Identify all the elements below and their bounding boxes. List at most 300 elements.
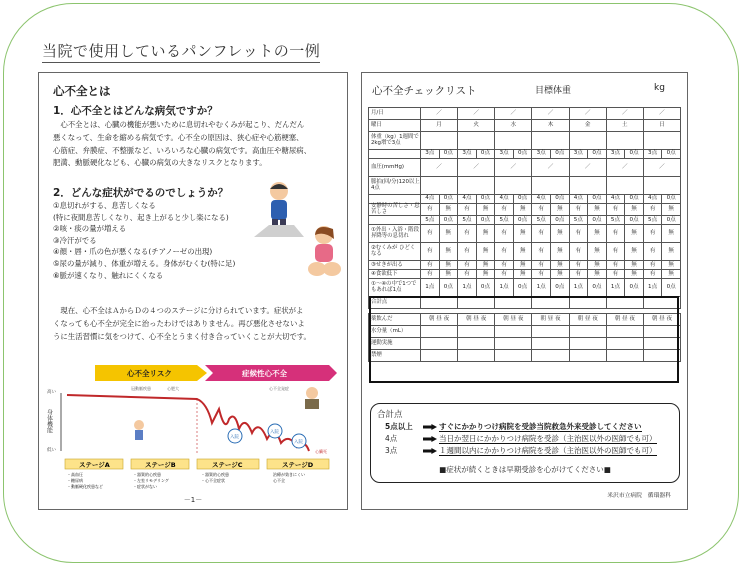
table-cell: 月 <box>421 120 458 132</box>
table-cell: 無 <box>550 261 569 270</box>
table-cell: 有 <box>606 243 625 261</box>
table-cell <box>643 132 680 150</box>
table-cell <box>643 326 680 338</box>
table-row <box>369 261 681 270</box>
table-row <box>369 270 681 279</box>
arrow-icon <box>423 436 437 442</box>
table-cell <box>458 338 495 350</box>
table-cell <box>643 177 680 195</box>
para-line: くなっても心不全が完全に治ったわけではありません。再び悪化させないよ <box>53 318 305 328</box>
table-cell: 無 <box>476 243 495 261</box>
table-cell <box>532 350 569 362</box>
y-high: 高い <box>47 390 56 395</box>
death-label: 心臓死 <box>315 449 327 454</box>
table-cell: 朝 昼 夜 <box>569 314 606 326</box>
table-cell: 3点 <box>606 150 625 159</box>
table-cell: 有 <box>532 225 551 243</box>
table-cell: 5点 <box>569 216 588 225</box>
table-cell <box>643 297 680 309</box>
caption: 当院で使用しているパンフレットの一例 <box>42 40 320 63</box>
table-cell: 有 <box>495 243 514 261</box>
table-cell <box>495 297 532 309</box>
table-cell: 0点 <box>439 150 458 159</box>
heading-1: 1．心不全とはどんな病気ですか？ <box>53 105 218 117</box>
table-cell: 0点 <box>662 150 681 159</box>
table-cell: 有 <box>643 225 662 243</box>
table-cell: 4点 <box>569 195 588 204</box>
table-cell: 曜日 <box>369 120 421 132</box>
summary-row <box>385 421 642 432</box>
checklist-title: 心不全チェックリスト <box>372 85 477 97</box>
table-cell: ②むくみが ひどくなる <box>369 243 421 261</box>
table-cell <box>458 177 495 195</box>
table-cell: 有 <box>532 261 551 270</box>
table-row <box>369 177 681 195</box>
table-cell: 有 <box>643 204 662 216</box>
table-cell: 0点 <box>625 216 644 225</box>
risk-sub-1: 冠動脈疾患 <box>131 386 151 391</box>
symptom-item: ⑥脈が速くなり、触れにくくなる <box>53 270 164 280</box>
table-cell: 0点 <box>550 216 569 225</box>
table-cell: 無 <box>513 225 532 243</box>
table-cell <box>606 326 643 338</box>
summary-title: 合計点 <box>377 410 403 420</box>
elderly-person-icon <box>306 387 318 399</box>
paragraph-1 <box>53 119 311 170</box>
table-cell: 有 <box>458 270 477 279</box>
table-cell <box>532 297 569 309</box>
table-cell: ／ <box>421 159 458 177</box>
table-cell <box>421 297 458 309</box>
table-cell: 無 <box>550 204 569 216</box>
table-row <box>369 225 681 243</box>
table-cell <box>369 150 421 159</box>
table-cell: ／ <box>643 159 680 177</box>
table-cell: ／ <box>606 159 643 177</box>
table-cell <box>495 177 532 195</box>
table-cell: 有 <box>421 270 440 279</box>
table-cell: 4点 <box>458 195 477 204</box>
person-icon <box>134 420 144 430</box>
table-cell: 0点 <box>550 150 569 159</box>
table-row <box>369 297 681 309</box>
table-cell: 脈拍(回/分)120以上4点 <box>369 177 421 195</box>
table-cell <box>421 326 458 338</box>
table-cell: 有 <box>458 204 477 216</box>
table-cell <box>421 350 458 362</box>
symptom-item: (特に夜間息苦しくなり、起き上がると少し楽になる) <box>53 212 229 222</box>
table-cell <box>532 326 569 338</box>
table-cell: ／ <box>458 159 495 177</box>
table-cell <box>606 297 643 309</box>
table-cell: 0点 <box>513 150 532 159</box>
table-cell: 4点 <box>421 195 440 204</box>
table-cell: 有 <box>606 225 625 243</box>
table-cell: 0点 <box>476 195 495 204</box>
table-cell: 5点 <box>458 216 477 225</box>
symptom-list <box>53 200 235 281</box>
table-cell <box>495 326 532 338</box>
sympt-sub: 心不全発症 <box>269 386 289 391</box>
stage-b: ステージB <box>145 461 176 469</box>
table-cell: 5点 <box>421 216 440 225</box>
table-cell <box>495 350 532 362</box>
table-cell: ／ <box>643 108 680 120</box>
table-cell: ／ <box>532 108 569 120</box>
para-line: 心筋症、弁膜症、不整脈など、いろいろな心臓の病気です。高血圧や糖尿病、 <box>53 145 312 155</box>
table-cell: 1点 <box>643 279 662 297</box>
table-cell: 無 <box>513 204 532 216</box>
table-cell: 無 <box>588 243 607 261</box>
table-cell: 運動実施 <box>369 338 421 350</box>
table-cell: 有 <box>421 261 440 270</box>
table-row <box>369 338 681 350</box>
table-cell: 無 <box>550 243 569 261</box>
table-cell: 0点 <box>476 279 495 297</box>
pamphlet-left-page <box>38 72 348 510</box>
table-row <box>369 159 681 177</box>
summary-row <box>385 433 657 444</box>
table-cell <box>606 177 643 195</box>
table-cell <box>606 338 643 350</box>
table-cell: 水 <box>495 120 532 132</box>
table-cell <box>569 350 606 362</box>
table-cell: ／ <box>495 108 532 120</box>
table-row <box>369 132 681 150</box>
table-cell: 無 <box>439 243 458 261</box>
table-cell: 0点 <box>662 195 681 204</box>
table-cell: ④食欲低下 <box>369 270 421 279</box>
para-line: 現在、心不全はＡからＤの４つのステージに分けられています。症状がよ <box>53 306 304 315</box>
table-cell: ／ <box>421 108 458 120</box>
table-cell: 3点 <box>532 150 551 159</box>
table-cell <box>458 326 495 338</box>
stage-note: ・症状がない <box>133 484 157 489</box>
table-cell: ①外出・入浴・階段昇降等の息切れ <box>369 225 421 243</box>
hosp-label: 入院 <box>230 435 239 440</box>
table-cell: 有 <box>495 261 514 270</box>
function-decline-curve <box>67 395 309 451</box>
table-cell: 無 <box>476 261 495 270</box>
stage-a: ステージA <box>79 461 110 469</box>
breathless-man-illustration <box>249 179 307 239</box>
stage-note: ・糖尿病 <box>67 478 83 483</box>
table-cell: 有 <box>495 225 514 243</box>
table-cell <box>421 132 458 150</box>
table-cell: 無 <box>476 270 495 279</box>
table-cell: 3点 <box>421 150 440 159</box>
table-cell: 0点 <box>476 216 495 225</box>
table-cell: 有 <box>458 225 477 243</box>
table-cell: 月/日 <box>369 108 421 120</box>
table-cell: 0点 <box>662 279 681 297</box>
paragraph-2 <box>53 305 311 343</box>
table-cell <box>569 177 606 195</box>
arrow-icon <box>423 424 437 430</box>
heart-failure-stage-chart <box>47 363 341 493</box>
table-cell <box>643 350 680 362</box>
pamphlet-right-page <box>361 72 688 510</box>
table-cell: 0点 <box>588 195 607 204</box>
table-cell <box>569 326 606 338</box>
table-cell <box>569 297 606 309</box>
table-cell: 合計点 <box>369 297 421 309</box>
stage-note: ・高血圧 <box>67 472 83 477</box>
summary-action: １週間以内にかかりつけ病院を受診（主治医以外の医師でも可） <box>439 446 657 455</box>
table-cell: 無 <box>625 225 644 243</box>
table-cell: 1点 <box>569 279 588 297</box>
table-cell: 0点 <box>588 216 607 225</box>
table-cell: 無 <box>439 204 458 216</box>
table-cell: 無 <box>588 225 607 243</box>
table-cell: 0点 <box>513 195 532 204</box>
table-cell <box>532 177 569 195</box>
symptom-item: ④顔・唇・爪の色が悪くなる(チアノーゼの出現) <box>53 247 213 257</box>
table-cell: 無 <box>476 204 495 216</box>
stage-note: ・器質的心疾患 <box>133 472 161 477</box>
table-cell: 有 <box>495 204 514 216</box>
heading-2: 2．どんな症状がでるのでしょうか？ <box>53 187 229 199</box>
table-cell <box>606 350 643 362</box>
table-row <box>369 326 681 338</box>
person-icon <box>135 430 143 440</box>
table-cell: 0点 <box>588 279 607 297</box>
table-cell: 3点 <box>569 150 588 159</box>
table-cell <box>421 177 458 195</box>
table-cell: 無 <box>662 243 681 261</box>
table-cell: 有 <box>458 243 477 261</box>
table-cell: 安静時の苦しさ・息苦しさ <box>369 204 421 216</box>
table-cell: 有 <box>421 243 440 261</box>
symptom-item: ③冷汗がでる <box>53 235 97 245</box>
table-cell <box>569 132 606 150</box>
para-line: うに生活習慣に気をつけて、心不全とうまく付き合っていくことが大切です。 <box>53 331 311 341</box>
table-cell: ／ <box>458 108 495 120</box>
summary-footer: ■症状が続くときは早期受診を心がけてください■ <box>439 465 611 474</box>
table-cell: ／ <box>495 159 532 177</box>
table-cell: 有 <box>421 225 440 243</box>
y-axis-label: 身体機能 <box>45 409 53 433</box>
table-cell: 0点 <box>476 150 495 159</box>
table-cell: 5点 <box>643 216 662 225</box>
table-cell: 薬飲んだ <box>369 314 421 326</box>
table-cell: 朝 昼 夜 <box>643 314 680 326</box>
table-cell <box>458 132 495 150</box>
table-cell: 血圧(mmHg) <box>369 159 421 177</box>
table-cell: 無 <box>513 261 532 270</box>
table-cell: 1点 <box>606 279 625 297</box>
table-cell: 1点 <box>495 279 514 297</box>
table-cell: 4点 <box>495 195 514 204</box>
table-cell <box>643 338 680 350</box>
table-row <box>369 350 681 362</box>
table-cell: 有 <box>569 243 588 261</box>
table-cell: 4点 <box>606 195 625 204</box>
arrow-icon <box>423 448 437 454</box>
table-cell: 無 <box>550 270 569 279</box>
table-cell: 有 <box>532 270 551 279</box>
table-cell: ／ <box>532 159 569 177</box>
stage-d: ステージD <box>282 461 314 469</box>
table-cell: 朝 昼 夜 <box>495 314 532 326</box>
table-row <box>369 243 681 261</box>
para-line: 心不全とは、心臓の機能が悪いために息切れやむくみが起こり、だんだん <box>53 120 305 129</box>
summary-box <box>370 403 680 483</box>
table-cell: 5点 <box>495 216 514 225</box>
table-cell: ／ <box>569 108 606 120</box>
table-cell: 3点 <box>458 150 477 159</box>
table-row <box>369 120 681 132</box>
stage-note: ・心不全症状 <box>201 478 225 483</box>
table-cell: 1点 <box>532 279 551 297</box>
table-row <box>369 204 681 216</box>
table-cell: 有 <box>532 243 551 261</box>
table-row <box>369 108 681 120</box>
hosp-label: 入院 <box>294 440 303 445</box>
table-cell: 0点 <box>513 216 532 225</box>
table-row <box>369 279 681 297</box>
table-cell <box>569 338 606 350</box>
table-cell: 有 <box>643 261 662 270</box>
stage-note: 治療が効きにくい <box>273 472 305 477</box>
table-cell: 4点 <box>643 195 662 204</box>
table-cell: 4点 <box>532 195 551 204</box>
table-cell: 無 <box>513 270 532 279</box>
summary-points: 3点 <box>385 446 398 455</box>
y-low: 低い <box>47 448 56 453</box>
table-cell: 有 <box>495 270 514 279</box>
table-cell: 有 <box>569 270 588 279</box>
summary-action: 当日か翌日にかかりつけ病院を受診（主治医以外の医師でも可） <box>439 434 657 443</box>
table-cell: 無 <box>550 225 569 243</box>
table-cell: ①～④の中で1つでもあれば1点 <box>369 279 421 297</box>
table-cell: 0点 <box>550 195 569 204</box>
table-cell: 無 <box>513 243 532 261</box>
table-cell <box>606 132 643 150</box>
table-cell: 有 <box>569 204 588 216</box>
table-cell: 無 <box>662 204 681 216</box>
table-cell <box>495 132 532 150</box>
table-cell: 無 <box>662 270 681 279</box>
table-cell <box>458 297 495 309</box>
table-cell <box>532 132 569 150</box>
table-cell: 有 <box>532 204 551 216</box>
table-row <box>369 314 681 326</box>
table-cell: 水分量（mL） <box>369 326 421 338</box>
stage-c: ステージC <box>212 461 243 469</box>
risk-sub-2: 心肥大 <box>167 386 179 391</box>
table-cell: 無 <box>439 270 458 279</box>
hosp-label: 入院 <box>270 430 279 435</box>
table-cell: ／ <box>569 159 606 177</box>
table-cell: 有 <box>606 261 625 270</box>
table-cell <box>495 338 532 350</box>
table-cell: 無 <box>588 261 607 270</box>
symptom-item: ②咳・痰の量が増える <box>53 224 127 234</box>
table-cell: 3点 <box>495 150 514 159</box>
table-cell: 0点 <box>550 279 569 297</box>
table-cell: 有 <box>421 204 440 216</box>
table-cell: 無 <box>476 225 495 243</box>
table-cell: 土 <box>606 120 643 132</box>
symptom-item: ⑤尿の量が減り、体重が増える。身体がむくむ(特に足) <box>53 258 236 268</box>
table-cell: 木 <box>532 120 569 132</box>
table-cell: 有 <box>569 261 588 270</box>
summary-points: 5点以上 <box>385 422 413 431</box>
table-cell: 5点 <box>606 216 625 225</box>
table-cell: 無 <box>662 225 681 243</box>
table-cell: 朝 昼 夜 <box>606 314 643 326</box>
table-cell: 日 <box>643 120 680 132</box>
table-cell: ／ <box>606 108 643 120</box>
table-cell: 0点 <box>588 150 607 159</box>
table-cell: 朝 昼 夜 <box>421 314 458 326</box>
table-cell: 無 <box>588 270 607 279</box>
table-cell <box>458 350 495 362</box>
table-cell: 3点 <box>643 150 662 159</box>
para-line: 肥満、動脈硬化なども、心臓の病気の大きなリスクとなります。 <box>53 158 267 168</box>
stage-note: 心不全 <box>273 478 285 483</box>
table-cell: 1点 <box>458 279 477 297</box>
table-cell: 無 <box>662 261 681 270</box>
risk-label: 心不全リスク <box>127 369 172 378</box>
hospital-name: 米沢市立病院 循環器科 <box>607 493 671 499</box>
elderly-person-icon <box>305 399 319 409</box>
summary-points: 4点 <box>385 434 398 443</box>
table-cell: 0点 <box>439 195 458 204</box>
checklist-table <box>368 107 681 362</box>
table-cell: 体重（kg）1週間で2kg増で3点 <box>369 132 421 150</box>
para-line: 悪くなって、生命を縮める病気です。心不全の原因は、狭心症や心筋梗塞、 <box>53 132 304 142</box>
table-cell: 無 <box>588 204 607 216</box>
table-cell: 有 <box>606 270 625 279</box>
table-cell: 1点 <box>421 279 440 297</box>
target-weight-label: 目標体重 <box>535 86 572 96</box>
table-row <box>369 150 681 159</box>
table-cell: 金 <box>569 120 606 132</box>
stage-note: ・左室リモデリング <box>133 478 169 483</box>
table-cell: 0点 <box>662 216 681 225</box>
table-cell: 有 <box>643 270 662 279</box>
table-cell <box>369 216 421 225</box>
table-cell: 無 <box>625 261 644 270</box>
table-cell <box>532 338 569 350</box>
table-cell: 無 <box>625 243 644 261</box>
swollen-leg-woman-illustration <box>302 223 346 279</box>
table-cell: 0点 <box>439 279 458 297</box>
table-cell: 5点 <box>532 216 551 225</box>
table-cell: 有 <box>458 261 477 270</box>
page-number: －1－ <box>183 496 203 504</box>
table-cell: 火 <box>458 120 495 132</box>
table-cell: 0点 <box>625 195 644 204</box>
stage-note: ・器質的心疾患 <box>201 472 229 477</box>
symptomatic-label: 症候性心不全 <box>242 369 287 378</box>
table-cell: 0点 <box>625 279 644 297</box>
stage-note: ・動脈硬化疾患など <box>67 484 103 489</box>
table-cell: ③せきが出る <box>369 261 421 270</box>
table-cell: 0点 <box>625 150 644 159</box>
table-row <box>369 216 681 225</box>
table-cell: 無 <box>439 261 458 270</box>
table-cell: 無 <box>625 270 644 279</box>
table-cell: 有 <box>606 204 625 216</box>
table-cell: 朝 昼 夜 <box>532 314 569 326</box>
summary-row <box>385 445 657 456</box>
table-cell: 禁煙 <box>369 350 421 362</box>
table-cell: 有 <box>643 243 662 261</box>
table-cell: 0点 <box>513 279 532 297</box>
